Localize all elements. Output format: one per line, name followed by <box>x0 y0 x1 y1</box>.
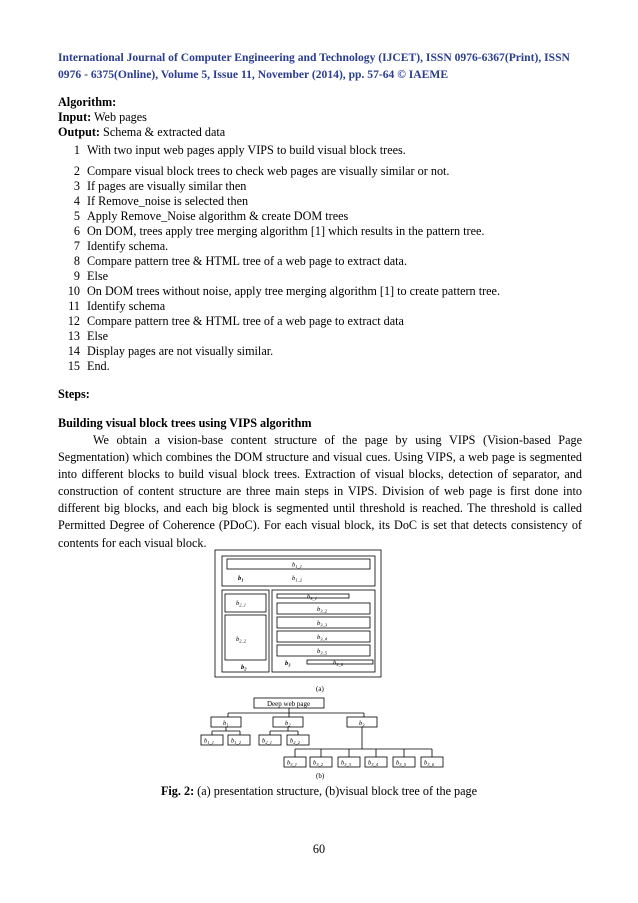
block-b2-2 <box>225 615 266 660</box>
label-a-b2-2: $b_{2\_2}$ <box>236 636 246 644</box>
algorithm-step <box>58 179 500 194</box>
step-number: 3 <box>73 179 80 193</box>
tree-node-b2 <box>273 717 303 727</box>
label-b-b1: $b_1$ <box>223 720 229 728</box>
caption-text: (a) presentation structure, (b)visual block tree of the page <box>194 784 478 798</box>
label-a-b3: $b_3$ <box>285 660 291 668</box>
input-label: Input: <box>58 110 92 124</box>
step-number: 2 <box>73 164 80 178</box>
tree-node-b1-1 <box>201 735 223 745</box>
step-text: With two input web pages apply VIPS to build visual block trees. <box>87 143 406 157</box>
tree-node-b3-2 <box>310 757 332 767</box>
step-text: Apply Remove_Noise algorithm & create DOM trees <box>87 209 349 223</box>
tree-b1-edges <box>212 727 240 735</box>
algorithm-step <box>58 329 500 344</box>
section-heading: Building visual block trees using VIPS algorithm <box>58 416 312 430</box>
step-number: 1 <box>73 143 80 157</box>
block-b3-1 <box>277 594 349 598</box>
label-b-b3: $b_3$ <box>359 720 365 728</box>
block-b3 <box>272 590 375 672</box>
step-number: 15 <box>67 359 80 373</box>
label-b-b3-3: $b_{3\_3}$ <box>341 759 351 767</box>
tree-node-b2-2 <box>287 735 309 745</box>
step-number: 8 <box>73 254 80 268</box>
page-number: 60 <box>312 842 326 856</box>
output-value: Schema & extracted data <box>100 125 226 139</box>
algorithm-step <box>58 284 500 299</box>
step-text: Display pages are not visually similar. <box>87 344 274 358</box>
step-text: Compare visual block trees to check web pages are visually similar or not. <box>87 164 450 178</box>
step-number: 6 <box>73 224 80 238</box>
label-b-b1-2: $b_{1\_2}$ <box>231 737 241 745</box>
algorithm-step <box>58 269 500 284</box>
body-paragraph: We obtain a vision-base content structure of the page by using VIPS (Vision-based Page Segmentation) which combines the DOM structure and visual cues. Using VIPS, a web page is segmented into different blocks to build visual block trees. Extraction of visual blocks, detection of separator, and construction of content structure are three main steps in VIPS. Division of web page is first done into different big blocks, and each big block is segmented until threshold is reached. The threshold is called Permitted Degree of Coherence (PDoC). For each visual block, its DoC is set that detects consistency of contents for each visual block. <box>58 433 582 550</box>
step-text: Identify schema. <box>87 239 169 253</box>
figure-label-a: (a) <box>316 685 324 693</box>
block-b2 <box>222 590 269 672</box>
step-text: End. <box>87 359 110 373</box>
tree-node-b3-6 <box>421 757 443 767</box>
step-number: 14 <box>67 344 80 358</box>
algorithm-heading: Algorithm: <box>58 95 117 109</box>
tree-root-label: Deep web page <box>267 700 311 708</box>
label-b-b2-2: $b_{2\_2}$ <box>290 737 300 745</box>
tree-node-b1-2 <box>228 735 250 745</box>
step-number: 11 <box>68 299 80 313</box>
step-number: 5 <box>73 209 80 223</box>
block-b3-3 <box>277 617 370 628</box>
algorithm-steps <box>58 143 500 374</box>
label-a-b3-3: $b_{3\_3}$ <box>317 620 327 628</box>
label-b-b3-5: $b_{3\_5}$ <box>396 759 406 767</box>
label-b-b3-4: $b_{3\_4}$ <box>368 759 378 767</box>
step-text: On DOM trees without noise, apply tree merging algorithm [1] to create pattern tree. <box>87 284 501 298</box>
label-a-b1-1: $b_{1\_1}$ <box>292 561 302 569</box>
block-b1-1 <box>227 559 370 569</box>
block-b3-4 <box>277 631 370 642</box>
label-a-b1-2: $b_{1\_2}$ <box>292 575 302 583</box>
label-a-b2: $b_2$ <box>241 664 247 672</box>
block-b1 <box>222 556 375 586</box>
algorithm-output <box>58 125 225 140</box>
tree-node-b3-3 <box>338 757 360 767</box>
label-b-b3-2: $b_{3\_2}$ <box>313 759 323 767</box>
algorithm-step <box>58 299 500 314</box>
block-b2-1 <box>225 594 266 612</box>
step-number: 7 <box>73 239 80 253</box>
step-text: If Remove_noise is selected then <box>87 194 249 208</box>
step-number: 10 <box>67 284 80 298</box>
label-b-b2-1: $b_{2\_1}$ <box>262 737 272 745</box>
algorithm-step <box>58 359 500 374</box>
journal-header: International Journal of Computer Engineering and Technology (IJCET), ISSN 0976-6367(Print), ISSN 0976 - 6375(Online), Volume 5, Issue 11, November (2014), pp. 57-64 © IAEME <box>58 51 570 81</box>
tree-node-b3-5 <box>393 757 415 767</box>
label-a-b3-5: $b_{3\_5}$ <box>317 648 327 656</box>
label-a-b1: $b_1$ <box>238 575 244 583</box>
algorithm-step <box>58 344 500 359</box>
steps-heading: Steps: <box>58 387 90 401</box>
tree-root-edges <box>228 708 364 717</box>
step-text: Compare pattern tree & HTML tree of a web page to extract data <box>87 314 404 328</box>
caption-label: Fig. 2: <box>160 784 195 798</box>
tree-root-node <box>254 698 324 708</box>
tree-b3-edges <box>295 727 432 757</box>
presentation-outer-box <box>215 550 381 677</box>
step-number: 13 <box>67 329 80 343</box>
tree-node-b1 <box>211 717 241 727</box>
output-label: Output: <box>58 125 100 139</box>
step-text: Else <box>87 269 108 283</box>
step-text: Identify schema <box>87 299 166 313</box>
label-a-b3-1: $b_{3\_1}$ <box>307 593 317 601</box>
tree-node-b3-1 <box>284 757 306 767</box>
step-number: 4 <box>73 194 80 208</box>
algorithm-step <box>58 194 500 209</box>
block-b3-5 <box>277 645 370 656</box>
step-number: 9 <box>73 269 80 283</box>
algorithm-step <box>58 254 500 269</box>
label-b-b3-1: $b_{3\_1}$ <box>287 759 297 767</box>
algorithm-step <box>58 209 500 224</box>
label-b-b1-1: $b_{1\_1}$ <box>204 737 214 745</box>
algorithm-step <box>58 143 500 158</box>
algorithm-step <box>58 224 500 239</box>
tree-node-b3-4 <box>365 757 387 767</box>
block-b3-6 <box>307 660 373 664</box>
label-b-b2: $b_2$ <box>285 720 291 728</box>
label-b-b3-6: $b_{3\_6}$ <box>424 759 434 767</box>
tree-node-b2-1 <box>259 735 281 745</box>
label-a-b3-4: $b_{3\_4}$ <box>317 634 327 642</box>
algorithm-input <box>58 110 147 125</box>
tree-b2-edges <box>270 727 298 735</box>
tree-node-b3 <box>347 717 377 727</box>
algorithm-step <box>58 314 500 329</box>
algorithm-step <box>58 239 500 254</box>
step-text: On DOM, trees apply tree merging algorithm [1] which results in the pattern tree. <box>87 224 485 238</box>
label-a-b2-1: $b_{2\_1}$ <box>236 600 246 608</box>
label-a-b3-6: $b_{3\_6}$ <box>333 659 343 667</box>
block-b3-2 <box>277 603 370 614</box>
step-text: Else <box>87 329 108 343</box>
step-number: 12 <box>67 314 80 328</box>
step-text: If pages are visually similar then <box>87 179 247 193</box>
label-a-b3-2: $b_{3\_2}$ <box>317 606 327 614</box>
step-text: Compare pattern tree & HTML tree of a web page to extract data. <box>87 254 408 268</box>
input-value: Web pages <box>91 110 147 124</box>
figure-label-b: (b) <box>316 772 325 780</box>
algorithm-step <box>58 164 500 179</box>
figure-caption <box>0 784 638 799</box>
